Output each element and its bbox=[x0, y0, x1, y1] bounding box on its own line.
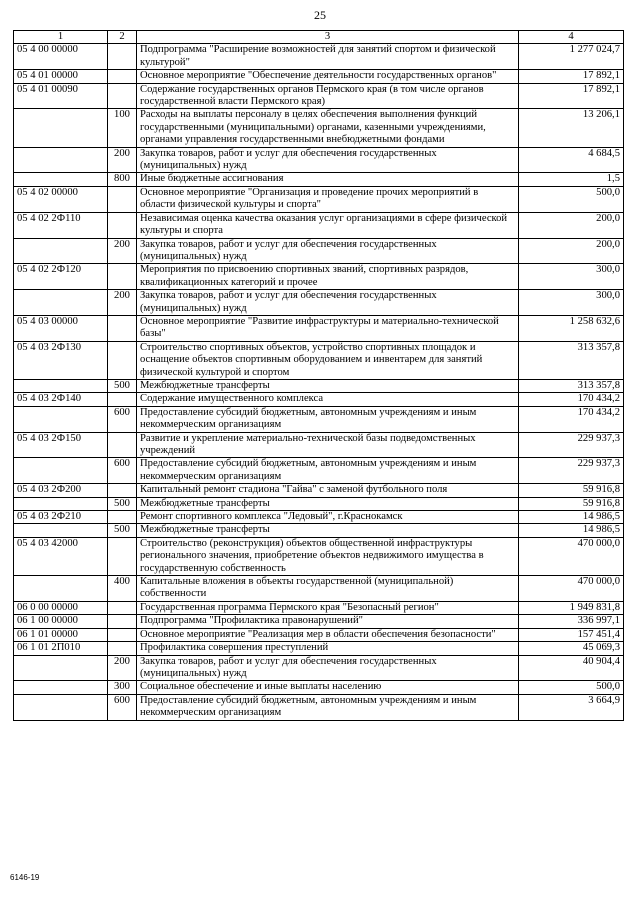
row-expense-type bbox=[108, 511, 137, 524]
row-code: 05 4 03 00000 bbox=[14, 315, 108, 341]
table-row bbox=[14, 524, 624, 537]
document-code: 6146-19 bbox=[10, 873, 40, 882]
row-code: 05 4 01 00090 bbox=[14, 83, 108, 109]
row-expense-type bbox=[108, 628, 137, 641]
table-row bbox=[14, 511, 624, 524]
table-row bbox=[14, 681, 624, 694]
row-amount: 45 069,3 bbox=[519, 642, 624, 655]
row-name: Предоставление субсидий бюджетным, автономным учреждениям и иным некоммерческим организациям bbox=[137, 406, 519, 432]
table-row bbox=[14, 186, 624, 212]
header-col-2: 2 bbox=[108, 31, 137, 44]
row-amount: 229 937,3 bbox=[519, 458, 624, 484]
page-number: 25 bbox=[314, 8, 326, 22]
row-name: Мероприятия по присвоению спортивных званий, спортивных разрядов, квалификационных категорий и прочее bbox=[137, 264, 519, 290]
row-expense-type: 500 bbox=[108, 379, 137, 392]
row-expense-type bbox=[108, 70, 137, 83]
row-code bbox=[14, 147, 108, 173]
table-row bbox=[14, 642, 624, 655]
row-amount: 313 357,8 bbox=[519, 341, 624, 379]
table-row bbox=[14, 393, 624, 406]
row-name: Основное мероприятие "Обеспечение деятельности государственных органов" bbox=[137, 70, 519, 83]
row-code bbox=[14, 109, 108, 147]
row-code bbox=[14, 576, 108, 602]
row-expense-type bbox=[108, 537, 137, 575]
row-code: 05 4 03 2Ф140 bbox=[14, 393, 108, 406]
table-header-row bbox=[14, 31, 624, 44]
row-name: Ремонт спортивного комплекса "Ледовый", г.Краснокамск bbox=[137, 511, 519, 524]
row-code bbox=[14, 458, 108, 484]
row-name: Предоставление субсидий бюджетным, автономным учреждениям и иным некоммерческим организациям bbox=[137, 458, 519, 484]
row-expense-type: 600 bbox=[108, 406, 137, 432]
row-expense-type: 200 bbox=[108, 147, 137, 173]
row-amount: 313 357,8 bbox=[519, 379, 624, 392]
row-name: Основное мероприятие "Реализация мер в области обеспечения безопасности" bbox=[137, 628, 519, 641]
row-name: Содержание имущественного комплекса bbox=[137, 393, 519, 406]
row-amount: 17 892,1 bbox=[519, 70, 624, 83]
row-name: Межбюджетные трансферты bbox=[137, 497, 519, 510]
table-row bbox=[14, 147, 624, 173]
row-expense-type: 200 bbox=[108, 238, 137, 264]
table-row bbox=[14, 264, 624, 290]
row-code bbox=[14, 694, 108, 720]
row-code: 05 4 02 2Ф120 bbox=[14, 264, 108, 290]
row-name: Развитие и укрепление материально-технической базы подведомственных учреждений bbox=[137, 432, 519, 458]
row-expense-type bbox=[108, 315, 137, 341]
table-row bbox=[14, 173, 624, 186]
row-code bbox=[14, 290, 108, 316]
row-code: 06 1 00 00000 bbox=[14, 615, 108, 628]
row-name: Строительство спортивных объектов, устройство спортивных площадок и оснащение объектов спортивным оборудованием и инвентарем для занятий физической культурой и спортом bbox=[137, 341, 519, 379]
row-amount: 229 937,3 bbox=[519, 432, 624, 458]
row-amount: 1 277 024,7 bbox=[519, 44, 624, 70]
row-amount: 500,0 bbox=[519, 186, 624, 212]
table-row bbox=[14, 341, 624, 379]
table-row bbox=[14, 432, 624, 458]
table-row bbox=[14, 315, 624, 341]
row-name: Независимая оценка качества оказания услуг организациями в сфере физической культуры и спорта bbox=[137, 212, 519, 238]
row-expense-type: 400 bbox=[108, 576, 137, 602]
table-row bbox=[14, 628, 624, 641]
row-expense-type: 600 bbox=[108, 694, 137, 720]
row-amount: 470 000,0 bbox=[519, 576, 624, 602]
row-expense-type bbox=[108, 186, 137, 212]
table-row bbox=[14, 109, 624, 147]
row-expense-type bbox=[108, 642, 137, 655]
row-code: 05 4 03 2Ф200 bbox=[14, 484, 108, 497]
row-code bbox=[14, 379, 108, 392]
row-expense-type: 500 bbox=[108, 524, 137, 537]
row-expense-type bbox=[108, 393, 137, 406]
row-code: 06 1 01 2П010 bbox=[14, 642, 108, 655]
row-amount: 336 997,1 bbox=[519, 615, 624, 628]
table-row bbox=[14, 655, 624, 681]
row-name: Закупка товаров, работ и услуг для обеспечения государственных (муниципальных) нужд bbox=[137, 655, 519, 681]
row-expense-type: 600 bbox=[108, 458, 137, 484]
table-row bbox=[14, 238, 624, 264]
row-name: Основное мероприятие "Организация и проведение прочих мероприятий в области физической культуры и спорта" bbox=[137, 186, 519, 212]
row-amount: 40 904,4 bbox=[519, 655, 624, 681]
row-amount: 170 434,2 bbox=[519, 406, 624, 432]
row-expense-type bbox=[108, 432, 137, 458]
row-name: Закупка товаров, работ и услуг для обеспечения государственных (муниципальных) нужд bbox=[137, 238, 519, 264]
row-amount: 500,0 bbox=[519, 681, 624, 694]
header-col-1: 1 bbox=[14, 31, 108, 44]
row-expense-type: 100 bbox=[108, 109, 137, 147]
row-code bbox=[14, 524, 108, 537]
row-amount: 157 451,4 bbox=[519, 628, 624, 641]
row-amount: 4 684,5 bbox=[519, 147, 624, 173]
row-amount: 59 916,8 bbox=[519, 497, 624, 510]
row-code: 05 4 02 2Ф110 bbox=[14, 212, 108, 238]
row-code: 05 4 03 2Ф150 bbox=[14, 432, 108, 458]
row-code: 05 4 03 2Ф130 bbox=[14, 341, 108, 379]
row-code: 05 4 01 00000 bbox=[14, 70, 108, 83]
row-expense-type bbox=[108, 212, 137, 238]
row-name: Межбюджетные трансферты bbox=[137, 524, 519, 537]
row-name: Государственная программа Пермского края "Безопасный регион" bbox=[137, 601, 519, 614]
table-row bbox=[14, 537, 624, 575]
row-name: Подпрограмма "Расширение возможностей для занятий спортом и физической культурой" bbox=[137, 44, 519, 70]
header-col-4: 4 bbox=[519, 31, 624, 44]
row-code bbox=[14, 173, 108, 186]
row-code: 06 1 01 00000 bbox=[14, 628, 108, 641]
row-code: 05 4 02 00000 bbox=[14, 186, 108, 212]
row-code bbox=[14, 497, 108, 510]
row-expense-type: 300 bbox=[108, 681, 137, 694]
row-name: Закупка товаров, работ и услуг для обеспечения государственных (муниципальных) нужд bbox=[137, 290, 519, 316]
table-row bbox=[14, 458, 624, 484]
row-expense-type: 500 bbox=[108, 497, 137, 510]
row-code: 05 4 03 2Ф210 bbox=[14, 511, 108, 524]
row-amount: 1 949 831,8 bbox=[519, 601, 624, 614]
row-code: 05 4 00 00000 bbox=[14, 44, 108, 70]
row-expense-type bbox=[108, 341, 137, 379]
table-row bbox=[14, 484, 624, 497]
row-amount: 14 986,5 bbox=[519, 524, 624, 537]
row-name: Закупка товаров, работ и услуг для обеспечения государственных (муниципальных) нужд bbox=[137, 147, 519, 173]
table-row bbox=[14, 379, 624, 392]
row-expense-type bbox=[108, 484, 137, 497]
table-row bbox=[14, 615, 624, 628]
budget-table bbox=[13, 30, 624, 721]
row-expense-type: 200 bbox=[108, 290, 137, 316]
row-amount: 59 916,8 bbox=[519, 484, 624, 497]
row-amount: 170 434,2 bbox=[519, 393, 624, 406]
row-expense-type: 800 bbox=[108, 173, 137, 186]
row-name: Социальное обеспечение и иные выплаты населению bbox=[137, 681, 519, 694]
row-code: 05 4 03 42000 bbox=[14, 537, 108, 575]
row-amount: 200,0 bbox=[519, 212, 624, 238]
row-amount: 300,0 bbox=[519, 264, 624, 290]
row-expense-type bbox=[108, 44, 137, 70]
table-row bbox=[14, 83, 624, 109]
row-name: Строительство (реконструкция) объектов общественной инфраструктуры регионального значения, приобретение объектов недвижимого имущества в государственную собственность bbox=[137, 537, 519, 575]
row-amount: 17 892,1 bbox=[519, 83, 624, 109]
row-name: Содержание государственных органов Пермского края (в том числе органов государственной власти Пермского края) bbox=[137, 83, 519, 109]
row-name: Профилактика совершения преступлений bbox=[137, 642, 519, 655]
table-row bbox=[14, 601, 624, 614]
row-amount: 300,0 bbox=[519, 290, 624, 316]
row-name: Основное мероприятие "Развитие инфраструктуры и материально-технической базы" bbox=[137, 315, 519, 341]
row-name: Капитальные вложения в объекты государственной (муниципальной) собственности bbox=[137, 576, 519, 602]
row-name: Предоставление субсидий бюджетным, автономным учреждениям и иным некоммерческим организациям bbox=[137, 694, 519, 720]
row-expense-type: 200 bbox=[108, 655, 137, 681]
row-expense-type bbox=[108, 264, 137, 290]
row-name: Подпрограмма "Профилактика правонарушений" bbox=[137, 615, 519, 628]
row-name: Межбюджетные трансферты bbox=[137, 379, 519, 392]
row-amount: 13 206,1 bbox=[519, 109, 624, 147]
row-amount: 14 986,5 bbox=[519, 511, 624, 524]
row-code: 06 0 00 00000 bbox=[14, 601, 108, 614]
row-code bbox=[14, 655, 108, 681]
table-row bbox=[14, 694, 624, 720]
row-code bbox=[14, 238, 108, 264]
header-col-3: 3 bbox=[137, 31, 519, 44]
row-amount: 3 664,9 bbox=[519, 694, 624, 720]
row-expense-type bbox=[108, 615, 137, 628]
row-amount: 200,0 bbox=[519, 238, 624, 264]
table-row bbox=[14, 290, 624, 316]
table-row bbox=[14, 44, 624, 70]
row-name: Расходы на выплаты персоналу в целях обеспечения выполнения функций государственными (муниципальными) органами, казенными учреждениями, органами управления государственными внебюджетными фондами bbox=[137, 109, 519, 147]
row-amount: 470 000,0 bbox=[519, 537, 624, 575]
table-row bbox=[14, 406, 624, 432]
row-expense-type bbox=[108, 601, 137, 614]
row-amount: 1 258 632,6 bbox=[519, 315, 624, 341]
row-amount: 1,5 bbox=[519, 173, 624, 186]
table-row bbox=[14, 70, 624, 83]
table-row bbox=[14, 576, 624, 602]
row-code bbox=[14, 406, 108, 432]
row-name: Капитальный ремонт стадиона "Гайва" с заменой футбольного поля bbox=[137, 484, 519, 497]
row-code bbox=[14, 681, 108, 694]
table-row bbox=[14, 212, 624, 238]
table-row bbox=[14, 497, 624, 510]
row-name: Иные бюджетные ассигнования bbox=[137, 173, 519, 186]
row-expense-type bbox=[108, 83, 137, 109]
